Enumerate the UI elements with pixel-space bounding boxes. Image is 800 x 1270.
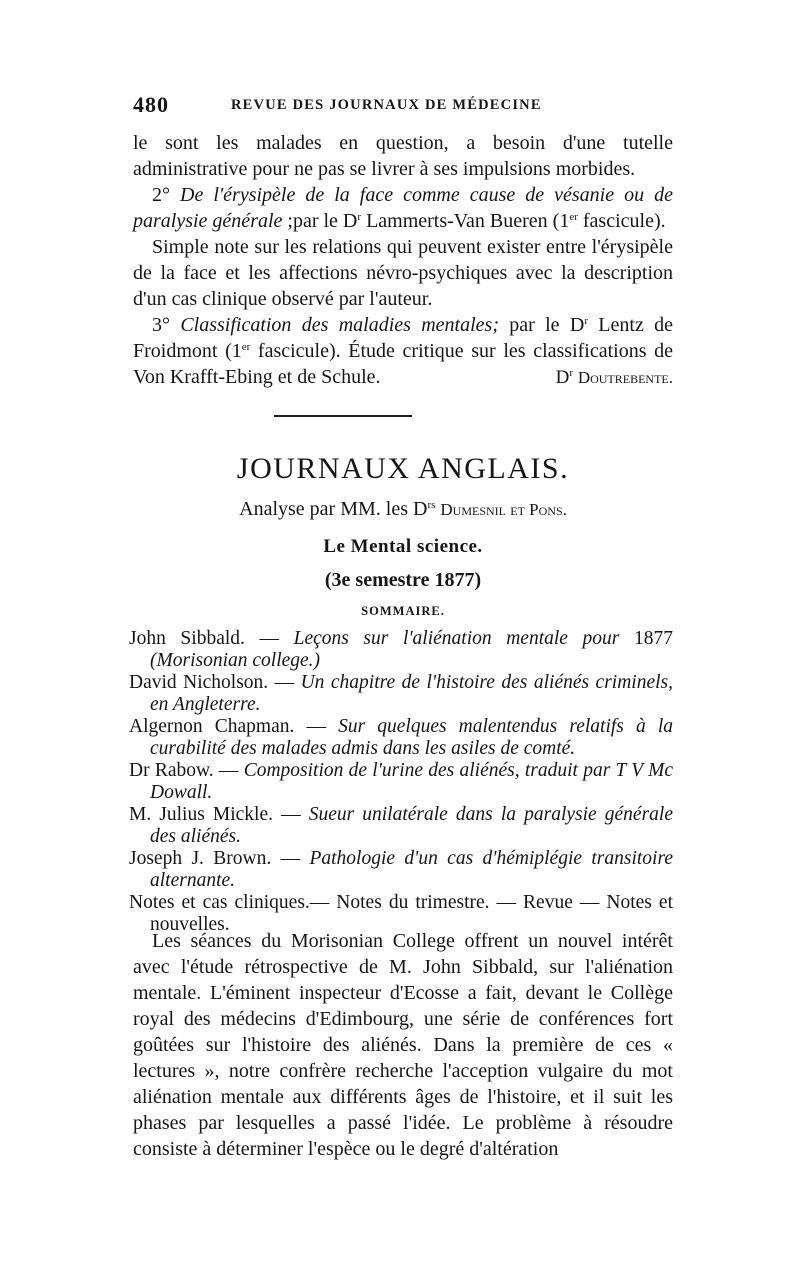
item-3-title: Classification des maladies mentales;: [180, 314, 499, 336]
analyse-sup: rs: [427, 499, 436, 511]
signature-sup: r: [569, 367, 574, 379]
item-3-by: par le D: [498, 314, 585, 336]
list-item: [129, 628, 673, 672]
summary-list: [129, 628, 673, 936]
toc-author: M. Julius Mickle. —: [129, 804, 309, 825]
section-divider: [274, 415, 412, 417]
analyse-line: [133, 498, 673, 521]
signature: [556, 367, 673, 389]
item-3-number: 3°: [152, 314, 170, 336]
journal-title: Le Mental science.: [323, 536, 483, 557]
signature-title: D: [555, 367, 570, 388]
toc-author: Joseph J. Brown. —: [129, 848, 310, 869]
paragraph-erysipele-note: Simple note sur les relations qui peuvent exister entre l'érysipèle de la face et les affections névro-psychiques avec la description d'un cas clinique observé par l'auteur.: [133, 236, 673, 310]
list-item: [129, 760, 673, 804]
list-item: [129, 848, 673, 892]
list-item: [129, 804, 673, 848]
item-2: [133, 182, 673, 234]
analyse-names: Dumesnil et Pons.: [440, 500, 567, 519]
list-item: [129, 716, 673, 760]
toc-author: Algernon Chapman. —: [129, 716, 339, 737]
item-2-sup: r: [357, 211, 362, 223]
item-2-sup2: er: [569, 211, 578, 223]
toc-title: Un chapitre de l'histoire des aliénés criminels, en Angleterre.: [150, 672, 673, 715]
item-2-author: Lammerts-Van Bueren (1: [361, 210, 570, 232]
toc-author: John Sibbald. —: [129, 628, 294, 649]
toc-author: David Nicholson. —: [129, 672, 301, 693]
list-item: [129, 672, 673, 716]
toc-title: Sueur unilatérale dans la paralysie générale des aliénés.: [150, 804, 673, 847]
toc-title: Leçons sur l'aliénation mentale pour: [293, 628, 620, 649]
item-2-end: fascicule).: [577, 210, 666, 232]
item-3-sup2: er: [241, 341, 251, 353]
toc-title: Sur quelques malentendus relatifs à la curabilité des malades admis dans les asiles de comté.: [150, 716, 673, 759]
toc-author: Dr Rabow. —: [129, 760, 244, 781]
section-title: JOURNAUX ANGLAIS.: [236, 452, 570, 485]
toc-title: Composition de l'urine des aliénés, traduit par T V Mc Dowall.: [150, 760, 673, 803]
item-3-end: fascicule). Étude critique sur les classifications de Von Krafft-Ebing et de Schule.: [133, 340, 673, 388]
item-2-by: ;par le D: [282, 210, 358, 232]
paragraph-continuation: le sont les malades en question, a besoin d'une tutelle administrative pour ne pas se livrer à ses impulsions morbides.: [133, 132, 673, 180]
toc-title: Pathologie d'un cas d'hémiplégie transitoire alternante.: [150, 848, 673, 891]
page-number: 480: [133, 92, 169, 117]
item-3-sup: r: [584, 315, 588, 327]
toc-year: 1877: [619, 628, 673, 649]
paragraph-closing: Les séances du Morisonian College offrent un nouvel intérêt avec l'étude rétrospective de M. John Sibbald, sur l'aliénation mentale. L'éminent inspecteur d'Ecosse a fait, devant le Collège royal des médecins d'Edimbourg, une série de conférences fort goûtées sur l'histoire des aliénés. Dans la première de ces « lectures », notre confrère recherche l'acception vulgaire du mot aliénation mentale aux différents âges de l'histoire, et il suit les phases par lesquelles a passé l'idée. Le problème à résoudre consiste à déterminer l'espèce ou le degré d'altération: [133, 930, 673, 1160]
running-head: [133, 92, 673, 120]
running-title: REVUE DES JOURNAUX DE MÉDECINE: [231, 97, 542, 113]
item-2-title: De l'érysipèle de la face comme cause de vésanie ou de paralysie générale: [133, 184, 673, 232]
item-2-number: 2°: [152, 184, 170, 206]
signature-name: Doutrebente.: [577, 368, 673, 387]
item-3-author: Lentz de Froidmont (1: [133, 314, 673, 362]
toc-author: Notes et cas cliniques.— Notes du trimestre. — Revue — Notes et nouvelles.: [129, 892, 673, 935]
semestre: (3e semestre 1877): [324, 569, 482, 591]
sommaire-heading: SOMMAIRE.: [361, 604, 445, 618]
analyse-prefix: Analyse par MM. les D: [239, 498, 428, 520]
toc-tail: (Morisonian college.): [150, 650, 321, 671]
